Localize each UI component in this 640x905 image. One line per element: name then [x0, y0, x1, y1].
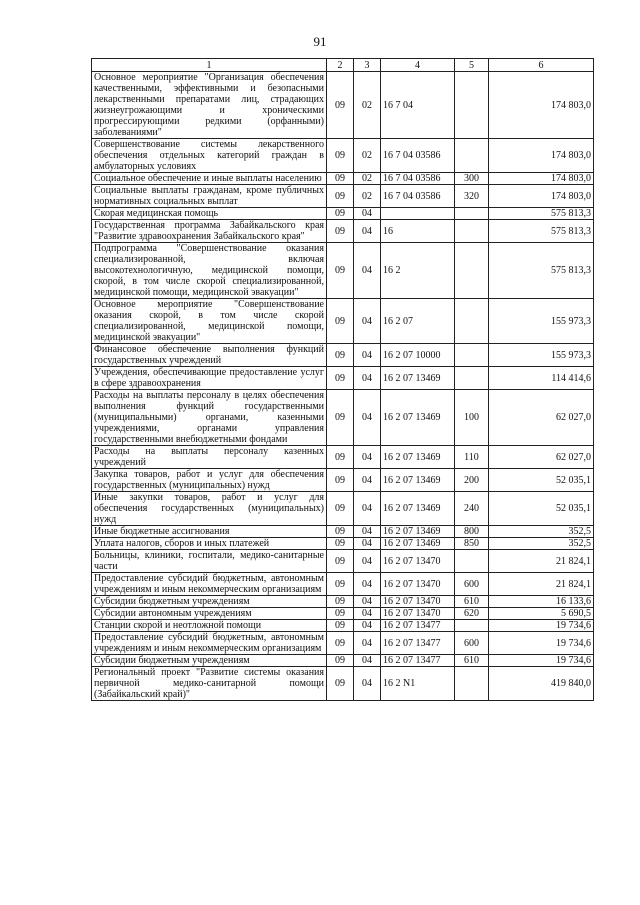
row-expense-type-cell	[455, 550, 489, 573]
row-subsection-cell: 04	[354, 446, 381, 469]
row-section-cell: 09	[327, 299, 354, 344]
row-section-cell: 09	[327, 243, 354, 299]
row-name-cell: Финансовое обеспечение выполнения функций государственных учреждений	[92, 344, 327, 367]
row-amount-cell: 62 027,0	[489, 446, 594, 469]
row-subsection-cell: 04	[354, 526, 381, 538]
row-subsection-cell: 04	[354, 632, 381, 655]
row-expense-type-cell: 610	[455, 655, 489, 667]
row-expense-type-cell	[455, 667, 489, 701]
row-amount-cell: 19 734,6	[489, 620, 594, 632]
row-amount-cell: 52 035,1	[489, 469, 594, 492]
row-amount-cell: 174 803,0	[489, 185, 594, 208]
budget-table	[91, 58, 594, 701]
row-expense-type-cell	[455, 208, 489, 220]
row-expense-type-cell: 300	[455, 173, 489, 185]
row-target-code-cell: 16 2 07 13469	[381, 526, 455, 538]
row-subsection-cell: 04	[354, 208, 381, 220]
row-expense-type-cell: 200	[455, 469, 489, 492]
row-target-code-cell: 16 7 04 03586	[381, 173, 455, 185]
table-row	[92, 72, 594, 139]
row-name-cell: Региональный проект "Развитие системы оказания первичной медико-санитарной помощи (Забайкальский край)"	[92, 667, 327, 701]
row-target-code-cell: 16 2 07 13470	[381, 573, 455, 596]
row-name-cell: Иные бюджетные ассигнования	[92, 526, 327, 538]
row-amount-cell: 174 803,0	[489, 139, 594, 173]
row-target-code-cell: 16 2 07 13477	[381, 655, 455, 667]
row-name-cell: Расходы на выплаты персоналу в целях обеспечения выполнения функций государственными (муниципальными) органами, казенными учреждениями, органами управления государственными внебюджетными фондами	[92, 390, 327, 446]
row-name-cell: Предоставление субсидий бюджетным, автономным учреждениям и иным некоммерческим организациям	[92, 632, 327, 655]
row-section-cell: 09	[327, 608, 354, 620]
row-name-cell: Скорая медицинская помощь	[92, 208, 327, 220]
row-amount-cell: 575 813,3	[489, 208, 594, 220]
row-amount-cell: 155 973,3	[489, 299, 594, 344]
row-name-cell: Субсидии бюджетным учреждениям	[92, 596, 327, 608]
row-section-cell: 09	[327, 446, 354, 469]
row-target-code-cell: 16 2 07 13469	[381, 538, 455, 550]
row-section-cell: 09	[327, 208, 354, 220]
row-amount-cell: 575 813,3	[489, 243, 594, 299]
row-section-cell: 09	[327, 526, 354, 538]
row-target-code-cell: 16 7 04 03586	[381, 139, 455, 173]
row-target-code-cell: 16 7 04	[381, 72, 455, 139]
row-expense-type-cell	[455, 367, 489, 390]
row-amount-cell: 21 824,1	[489, 550, 594, 573]
table-row	[92, 390, 594, 446]
row-expense-type-cell: 240	[455, 492, 489, 526]
row-expense-type-cell: 620	[455, 608, 489, 620]
row-name-cell: Иные закупки товаров, работ и услуг для обеспечения государственных (муниципальных) нужд	[92, 492, 327, 526]
row-subsection-cell: 04	[354, 390, 381, 446]
row-name-cell: Основное мероприятие "Совершенствование оказания скорой, в том числе скорой специализированной, медицинской помощи, медицинской эвакуации"	[92, 299, 327, 344]
table-row	[92, 344, 594, 367]
table-row	[92, 608, 594, 620]
row-amount-cell: 114 414,6	[489, 367, 594, 390]
page-number: 91	[313, 34, 327, 49]
row-expense-type-cell: 850	[455, 538, 489, 550]
row-section-cell: 09	[327, 573, 354, 596]
row-name-cell: Учреждения, обеспечивающие предоставление услуг в сфере здравоохранения	[92, 367, 327, 390]
row-subsection-cell: 04	[354, 667, 381, 701]
row-amount-cell: 174 803,0	[489, 173, 594, 185]
row-expense-type-cell	[455, 139, 489, 173]
row-name-cell: Субсидии бюджетным учреждениям	[92, 655, 327, 667]
row-subsection-cell: 02	[354, 185, 381, 208]
row-amount-cell: 419 840,0	[489, 667, 594, 701]
row-amount-cell: 52 035,1	[489, 492, 594, 526]
row-target-code-cell: 16 2 07 13469	[381, 469, 455, 492]
row-expense-type-cell: 800	[455, 526, 489, 538]
row-name-cell: Предоставление субсидий бюджетным, автономным учреждениям и иным некоммерческим организациям	[92, 573, 327, 596]
table-row	[92, 620, 594, 632]
table-row	[92, 243, 594, 299]
row-subsection-cell: 02	[354, 173, 381, 185]
row-expense-type-cell: 320	[455, 185, 489, 208]
row-name-cell: Расходы на выплаты персоналу казенных учреждений	[92, 446, 327, 469]
table-row	[92, 550, 594, 573]
row-target-code-cell: 16 2 07	[381, 299, 455, 344]
row-name-cell: Субсидии автономным учреждениям	[92, 608, 327, 620]
row-expense-type-cell	[455, 299, 489, 344]
header-col-1: 1	[92, 59, 327, 72]
table-row	[92, 185, 594, 208]
row-subsection-cell: 04	[354, 620, 381, 632]
table-row	[92, 492, 594, 526]
row-subsection-cell: 04	[354, 655, 381, 667]
row-expense-type-cell: 110	[455, 446, 489, 469]
row-target-code-cell: 16 2 07 13477	[381, 632, 455, 655]
table-row	[92, 367, 594, 390]
row-name-cell: Подпрограмма "Совершенствование оказания специализированной, включая высокотехнологичную, медицинской помощи, скорой, в том числе скорой специализированной, медицинской помощи, медицинской эвакуации"	[92, 243, 327, 299]
row-expense-type-cell	[455, 243, 489, 299]
row-section-cell: 09	[327, 367, 354, 390]
row-section-cell: 09	[327, 220, 354, 243]
row-expense-type-cell	[455, 344, 489, 367]
table-row	[92, 446, 594, 469]
table-header-row	[92, 59, 594, 72]
table-row	[92, 632, 594, 655]
table-body	[92, 72, 594, 701]
row-expense-type-cell	[455, 72, 489, 139]
row-section-cell: 09	[327, 390, 354, 446]
row-amount-cell: 19 734,6	[489, 632, 594, 655]
row-subsection-cell: 02	[354, 72, 381, 139]
row-expense-type-cell: 600	[455, 573, 489, 596]
row-section-cell: 09	[327, 550, 354, 573]
row-amount-cell: 352,5	[489, 526, 594, 538]
header-col-4: 4	[381, 59, 455, 72]
row-name-cell: Государственная программа Забайкальского края "Развитие здравоохранения Забайкальского края"	[92, 220, 327, 243]
row-amount-cell: 174 803,0	[489, 72, 594, 139]
row-target-code-cell: 16 7 04 03586	[381, 185, 455, 208]
row-section-cell: 09	[327, 596, 354, 608]
row-target-code-cell: 16 2 07 13470	[381, 550, 455, 573]
table-row	[92, 173, 594, 185]
row-section-cell: 09	[327, 139, 354, 173]
table-row	[92, 220, 594, 243]
table-row	[92, 299, 594, 344]
row-subsection-cell: 04	[354, 220, 381, 243]
row-amount-cell: 16 133,6	[489, 596, 594, 608]
row-target-code-cell: 16	[381, 220, 455, 243]
row-subsection-cell: 04	[354, 469, 381, 492]
row-section-cell: 09	[327, 492, 354, 526]
row-name-cell: Закупка товаров, работ и услуг для обеспечения государственных (муниципальных) нужд	[92, 469, 327, 492]
row-expense-type-cell: 600	[455, 632, 489, 655]
table-row	[92, 538, 594, 550]
row-name-cell: Социальное обеспечение и иные выплаты населению	[92, 173, 327, 185]
row-subsection-cell: 04	[354, 550, 381, 573]
row-target-code-cell: 16 2	[381, 243, 455, 299]
row-target-code-cell	[381, 208, 455, 220]
row-target-code-cell: 16 2 07 13469	[381, 390, 455, 446]
row-subsection-cell: 04	[354, 596, 381, 608]
row-name-cell: Основное мероприятие "Организация обеспечения качественными, эффективными и безопасными лекарственными препаратами лиц, страдающих жизнеугрожающими и хроническими прогрессирующими редкими (орфанными) заболеваниями"	[92, 72, 327, 139]
row-amount-cell: 21 824,1	[489, 573, 594, 596]
row-amount-cell: 5 690,5	[489, 608, 594, 620]
table-row	[92, 596, 594, 608]
table-row	[92, 655, 594, 667]
row-name-cell: Социальные выплаты гражданам, кроме публичных нормативных социальных выплат	[92, 185, 327, 208]
row-amount-cell: 62 027,0	[489, 390, 594, 446]
row-section-cell: 09	[327, 655, 354, 667]
row-subsection-cell: 04	[354, 299, 381, 344]
table-row	[92, 139, 594, 173]
row-subsection-cell: 04	[354, 492, 381, 526]
row-subsection-cell: 04	[354, 573, 381, 596]
row-subsection-cell: 04	[354, 367, 381, 390]
row-expense-type-cell: 610	[455, 596, 489, 608]
header-col-3: 3	[354, 59, 381, 72]
header-col-2: 2	[327, 59, 354, 72]
row-target-code-cell: 16 2 07 13470	[381, 608, 455, 620]
row-section-cell: 09	[327, 72, 354, 139]
table-row	[92, 469, 594, 492]
row-section-cell: 09	[327, 667, 354, 701]
table-row	[92, 573, 594, 596]
header-col-6: 6	[489, 59, 594, 72]
row-expense-type-cell	[455, 620, 489, 632]
row-amount-cell: 155 973,3	[489, 344, 594, 367]
row-subsection-cell: 04	[354, 538, 381, 550]
row-amount-cell: 352,5	[489, 538, 594, 550]
row-amount-cell: 575 813,3	[489, 220, 594, 243]
header-col-5: 5	[455, 59, 489, 72]
row-expense-type-cell: 100	[455, 390, 489, 446]
row-expense-type-cell	[455, 220, 489, 243]
row-name-cell: Станции скорой и неотложной помощи	[92, 620, 327, 632]
row-target-code-cell: 16 2 07 13477	[381, 620, 455, 632]
table-row	[92, 667, 594, 701]
row-target-code-cell: 16 2 07 13469	[381, 367, 455, 390]
table-row	[92, 208, 594, 220]
row-subsection-cell: 02	[354, 139, 381, 173]
row-target-code-cell: 16 2 07 10000	[381, 344, 455, 367]
table-row	[92, 526, 594, 538]
row-subsection-cell: 04	[354, 344, 381, 367]
row-section-cell: 09	[327, 344, 354, 367]
row-section-cell: 09	[327, 185, 354, 208]
row-section-cell: 09	[327, 632, 354, 655]
row-target-code-cell: 16 2 07 13470	[381, 596, 455, 608]
row-target-code-cell: 16 2 07 13469	[381, 492, 455, 526]
row-amount-cell: 19 734,6	[489, 655, 594, 667]
row-target-code-cell: 16 2 N1	[381, 667, 455, 701]
row-subsection-cell: 04	[354, 243, 381, 299]
row-name-cell: Больницы, клиники, госпитали, медико-санитарные части	[92, 550, 327, 573]
row-section-cell: 09	[327, 538, 354, 550]
row-name-cell: Уплата налогов, сборов и иных платежей	[92, 538, 327, 550]
row-section-cell: 09	[327, 620, 354, 632]
row-section-cell: 09	[327, 469, 354, 492]
row-target-code-cell: 16 2 07 13469	[381, 446, 455, 469]
row-name-cell: Совершенствование системы лекарственного обеспечения отдельных категорий граждан в амбулаторных условиях	[92, 139, 327, 173]
row-section-cell: 09	[327, 173, 354, 185]
row-subsection-cell: 04	[354, 608, 381, 620]
